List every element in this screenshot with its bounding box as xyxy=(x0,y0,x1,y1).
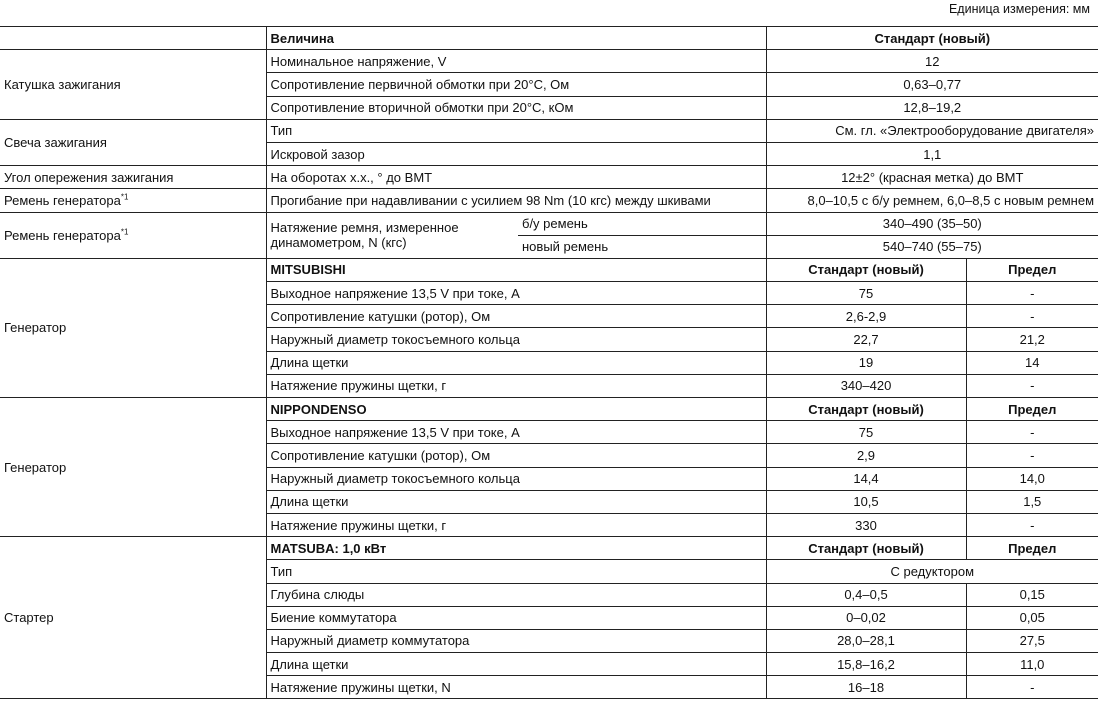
row-label: Наружный диаметр коммутатора xyxy=(266,629,766,652)
table-row xyxy=(0,166,1098,189)
spec-table xyxy=(0,26,1098,699)
row-limit: - xyxy=(966,374,1098,397)
category-generator-nippondenso: Генератор xyxy=(0,398,266,537)
table-row xyxy=(0,189,1098,212)
category-generator-mitsubishi: Генератор xyxy=(0,258,266,397)
row-standard: 22,7 xyxy=(766,328,966,351)
row-value: С редуктором xyxy=(766,560,1098,583)
row-standard: 2,6-2,9 xyxy=(766,305,966,328)
header-category-cell xyxy=(0,27,266,50)
row-standard: 2,9 xyxy=(766,444,966,467)
row-label: Глубина слюды xyxy=(266,583,766,606)
row-label: Тип xyxy=(266,560,766,583)
row-value: 12±2° (красная метка) до ВМТ xyxy=(766,166,1098,189)
row-value: 12 xyxy=(766,50,1098,73)
row-standard: 28,0–28,1 xyxy=(766,629,966,652)
row-limit: 14,0 xyxy=(966,467,1098,490)
belt-new-value: 540–740 (55–75) xyxy=(766,235,1098,258)
row-standard: 340–420 xyxy=(766,374,966,397)
row-limit: 0,05 xyxy=(966,606,1098,629)
row-label: Искровой зазор xyxy=(266,142,766,165)
col-limit-header: Предел xyxy=(966,537,1098,560)
row-limit: 14 xyxy=(966,351,1098,374)
row-label: Натяжение пружины щетки, N xyxy=(266,676,766,699)
row-label: Сопротивление первичной обмотки при 20°С, Ом xyxy=(266,73,766,96)
row-value: 0,63–0,77 xyxy=(766,73,1098,96)
row-label: Длина щетки xyxy=(266,490,766,513)
row-label: Длина щетки xyxy=(266,653,766,676)
row-standard: 0–0,02 xyxy=(766,606,966,629)
row-label: Натяжение пружины щетки, г xyxy=(266,513,766,536)
belt-new-label: новый ремень xyxy=(518,235,766,258)
row-label: Выходное напряжение 13,5 V при токе, А xyxy=(266,421,766,444)
category-starter: Стартер xyxy=(0,537,266,699)
row-standard: 16–18 xyxy=(766,676,966,699)
header-standard: Стандарт (новый) xyxy=(766,27,1098,50)
row-label: Прогибание при надавливании с усилием 98 Nm (10 кгс) между шкивами xyxy=(266,189,766,212)
row-limit: - xyxy=(966,282,1098,305)
row-standard: 0,4–0,5 xyxy=(766,583,966,606)
row-limit: 27,5 xyxy=(966,629,1098,652)
row-label: Длина щетки xyxy=(266,351,766,374)
category-belt-tension xyxy=(0,212,266,258)
category-ignition-coil: Катушка зажигания xyxy=(0,50,266,120)
row-value: См. гл. «Электрооборудование двигателя» xyxy=(766,119,1098,142)
category-belt-deflection xyxy=(0,189,266,212)
row-label: Выходное напряжение 13,5 V при токе, А xyxy=(266,282,766,305)
category-spark-plug: Свеча зажигания xyxy=(0,119,266,165)
row-label: Сопротивление катушки (ротор), Ом xyxy=(266,444,766,467)
row-standard: 19 xyxy=(766,351,966,374)
row-limit: 21,2 xyxy=(966,328,1098,351)
row-standard: 75 xyxy=(766,282,966,305)
footnote-mark: *1 xyxy=(120,227,129,237)
row-value: 8,0–10,5 с б/у ремнем, 6,0–8,5 с новым ремнем xyxy=(766,189,1098,212)
table-row xyxy=(0,50,1098,73)
row-limit: - xyxy=(966,421,1098,444)
row-limit: 0,15 xyxy=(966,583,1098,606)
row-limit: - xyxy=(966,444,1098,467)
row-standard: 75 xyxy=(766,421,966,444)
col-standard-header: Стандарт (новый) xyxy=(766,537,966,560)
table-row xyxy=(0,119,1098,142)
row-label: Номинальное напряжение, V xyxy=(266,50,766,73)
row-label: Сопротивление катушки (ротор), Ом xyxy=(266,305,766,328)
belt-used-label: б/у ремень xyxy=(518,212,766,235)
table-header-row xyxy=(0,27,1098,50)
maker-label: MITSUBISHI xyxy=(266,258,766,281)
row-label: Сопротивление вторичной обмотки при 20°С, кОм xyxy=(266,96,766,119)
table-row xyxy=(0,212,1098,235)
col-standard-header: Стандарт (новый) xyxy=(766,258,966,281)
row-standard: 10,5 xyxy=(766,490,966,513)
footnote-mark: *1 xyxy=(120,192,129,202)
belt-tension-label: Натяжение ремня, измеренное динамометром, N (кгс) xyxy=(266,212,518,258)
row-label: Тип xyxy=(266,119,766,142)
col-limit-header: Предел xyxy=(966,398,1098,421)
row-value: 12,8–19,2 xyxy=(766,96,1098,119)
row-limit: - xyxy=(966,676,1098,699)
row-label: Натяжение пружины щетки, г xyxy=(266,374,766,397)
row-label: Наружный диаметр токосъемного кольца xyxy=(266,467,766,490)
row-label: На оборотах х.х., ° до ВМТ xyxy=(266,166,766,189)
row-limit: 11,0 xyxy=(966,653,1098,676)
row-standard: 14,4 xyxy=(766,467,966,490)
header-quantity: Величина xyxy=(266,27,766,50)
row-limit: - xyxy=(966,513,1098,536)
row-label: Биение коммутатора xyxy=(266,606,766,629)
row-limit: 1,5 xyxy=(966,490,1098,513)
col-standard-header: Стандарт (новый) xyxy=(766,398,966,421)
maker-label: MATSUBA: 1,0 кВт xyxy=(266,537,766,560)
table-row xyxy=(0,537,1098,560)
category-label: Ремень генератора xyxy=(4,192,121,208)
category-ignition-timing: Угол опережения зажигания xyxy=(0,166,266,189)
unit-note: Единица измерения: мм xyxy=(948,2,1090,16)
belt-used-value: 340–490 (35–50) xyxy=(766,212,1098,235)
row-standard: 15,8–16,2 xyxy=(766,653,966,676)
category-label: Ремень генератора xyxy=(4,227,121,243)
maker-label: NIPPONDENSO xyxy=(266,398,766,421)
row-limit: - xyxy=(966,305,1098,328)
row-standard: 330 xyxy=(766,513,966,536)
col-limit-header: Предел xyxy=(966,258,1098,281)
table-row xyxy=(0,398,1098,421)
table-row xyxy=(0,258,1098,281)
row-value: 1,1 xyxy=(766,142,1098,165)
row-label: Наружный диаметр токосъемного кольца xyxy=(266,328,766,351)
